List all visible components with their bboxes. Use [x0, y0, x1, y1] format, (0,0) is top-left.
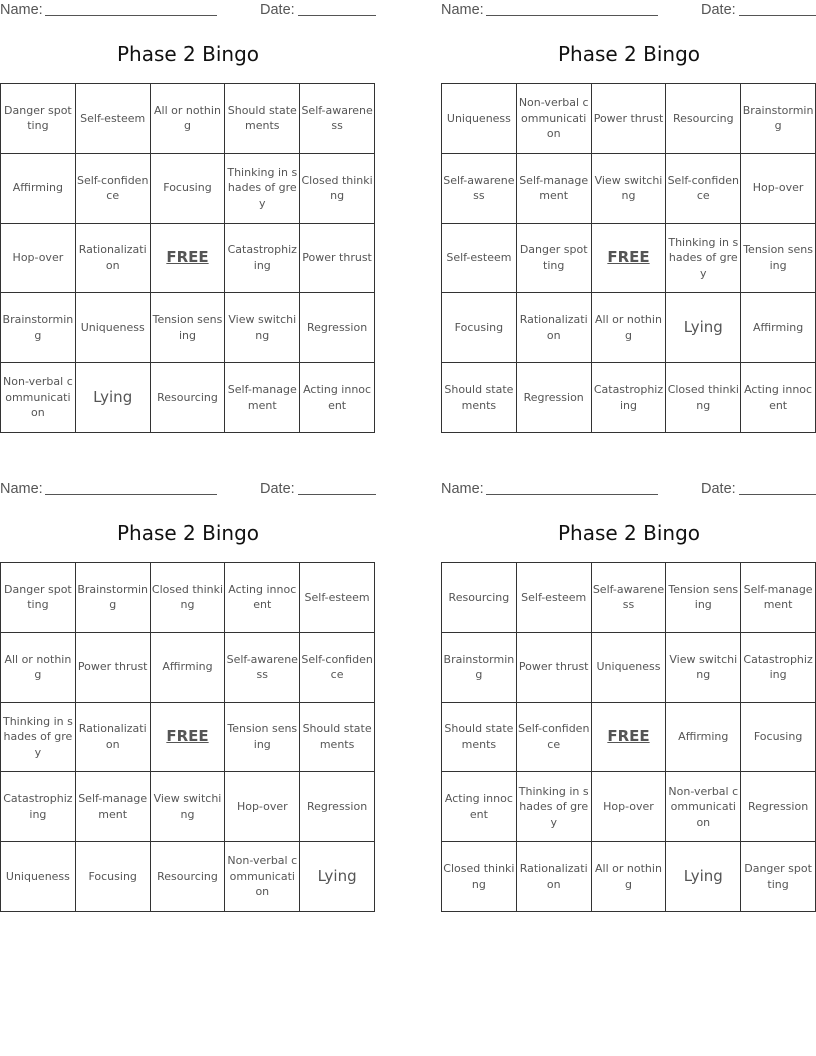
bingo-cell: Power thrust: [517, 633, 592, 703]
bingo-cell: View switching: [151, 772, 226, 842]
bingo-cell: Hop-over: [741, 154, 816, 224]
name-blank-line: [486, 15, 658, 16]
bingo-cell: Uniqueness: [1, 842, 76, 912]
bingo-cell: Thinking in shades of grey: [666, 224, 741, 294]
bingo-cell: Regression: [300, 772, 375, 842]
bingo-cell: Acting innocent: [442, 772, 517, 842]
free-space-cell: FREE: [151, 224, 226, 294]
bingo-card: [441, 0, 816, 440]
bingo-cell: Lying: [666, 293, 741, 363]
card-header: [441, 0, 816, 20]
bingo-cell: Closed thinking: [151, 563, 226, 633]
bingo-cell: Should statements: [442, 363, 517, 433]
bingo-cell: Self-confidence: [517, 703, 592, 773]
bingo-cell: Power thrust: [592, 84, 667, 154]
bingo-grid: [441, 83, 816, 433]
bingo-cell: View switching: [225, 293, 300, 363]
bingo-cell: Non-verbal communication: [225, 842, 300, 912]
bingo-cell: Self-esteem: [76, 84, 151, 154]
bingo-cell: Focusing: [741, 703, 816, 773]
bingo-cell: Self-management: [741, 563, 816, 633]
bingo-cell: Should statements: [225, 84, 300, 154]
bingo-cell: View switching: [592, 154, 667, 224]
bingo-card: [441, 479, 816, 919]
bingo-cell: Self-management: [76, 772, 151, 842]
card-header: [0, 479, 376, 499]
bingo-cell: Power thrust: [300, 224, 375, 294]
bingo-cell: Danger spotting: [1, 84, 76, 154]
bingo-cell: Uniqueness: [76, 293, 151, 363]
bingo-cell: Lying: [76, 363, 151, 433]
bingo-cell: Should statements: [442, 703, 517, 773]
date-blank-line: [739, 15, 816, 16]
bingo-cell: Affirming: [1, 154, 76, 224]
bingo-cell: Danger spotting: [517, 224, 592, 294]
bingo-cell: Self-awareness: [300, 84, 375, 154]
bingo-cell: Resourcing: [151, 363, 226, 433]
card-title: Phase 2 Bingo: [557, 521, 701, 545]
bingo-cell: All or nothing: [1, 633, 76, 703]
bingo-cell: Regression: [517, 363, 592, 433]
bingo-cell: Uniqueness: [592, 633, 667, 703]
bingo-grid: [0, 562, 375, 912]
bingo-cell: Acting innocent: [741, 363, 816, 433]
free-space-cell: FREE: [592, 224, 667, 294]
bingo-cell: Brainstorming: [1, 293, 76, 363]
bingo-cell: Thinking in shades of grey: [225, 154, 300, 224]
date-label: Date:: [260, 2, 295, 18]
name-blank-line: [486, 494, 658, 495]
bingo-cell: Catastrophizing: [225, 224, 300, 294]
bingo-card: [0, 0, 376, 440]
bingo-cell: Closed thinking: [300, 154, 375, 224]
bingo-cell: Non-verbal communication: [517, 84, 592, 154]
bingo-cell: Rationalization: [76, 224, 151, 294]
card-header: [441, 479, 816, 499]
bingo-cell: View switching: [666, 633, 741, 703]
bingo-cell: Self-confidence: [300, 633, 375, 703]
date-blank-line: [298, 15, 376, 16]
bingo-cell: Power thrust: [76, 633, 151, 703]
bingo-cell: Self-confidence: [666, 154, 741, 224]
bingo-cell: Thinking in shades of grey: [517, 772, 592, 842]
bingo-cell: Resourcing: [666, 84, 741, 154]
name-blank-line: [45, 15, 217, 16]
name-label: Name:: [441, 2, 484, 18]
bingo-cell: Focusing: [151, 154, 226, 224]
date-label: Date:: [701, 2, 736, 18]
bingo-cell: Lying: [300, 842, 375, 912]
name-label: Name:: [0, 481, 43, 497]
bingo-cell: Rationalization: [517, 293, 592, 363]
bingo-cell: Self-awareness: [442, 154, 517, 224]
bingo-cell: Hop-over: [225, 772, 300, 842]
bingo-cell: All or nothing: [592, 842, 667, 912]
card-title: Phase 2 Bingo: [116, 521, 260, 545]
bingo-cell: Closed thinking: [442, 842, 517, 912]
bingo-cell: Self-confidence: [76, 154, 151, 224]
bingo-cell: Danger spotting: [741, 842, 816, 912]
bingo-cell: Self-esteem: [517, 563, 592, 633]
bingo-cell: Acting innocent: [225, 563, 300, 633]
bingo-cell: Hop-over: [592, 772, 667, 842]
bingo-card: [0, 479, 376, 919]
card-title: Phase 2 Bingo: [557, 42, 701, 66]
bingo-cell: Catastrophizing: [1, 772, 76, 842]
bingo-cell: Self-awareness: [592, 563, 667, 633]
date-label: Date:: [701, 481, 736, 497]
bingo-cell: Focusing: [76, 842, 151, 912]
free-space-cell: FREE: [151, 703, 226, 773]
date-blank-line: [298, 494, 376, 495]
bingo-cell: Should statements: [300, 703, 375, 773]
bingo-cell: Self-management: [517, 154, 592, 224]
date-blank-line: [739, 494, 816, 495]
bingo-grid: [0, 83, 375, 433]
bingo-cell: Hop-over: [1, 224, 76, 294]
bingo-cell: All or nothing: [151, 84, 226, 154]
bingo-cell: Focusing: [442, 293, 517, 363]
bingo-cell: Brainstorming: [741, 84, 816, 154]
bingo-cell: Self-awareness: [225, 633, 300, 703]
bingo-cell: Catastrophizing: [592, 363, 667, 433]
bingo-cell: Thinking in shades of grey: [1, 703, 76, 773]
bingo-cell: All or nothing: [592, 293, 667, 363]
bingo-cell: Rationalization: [76, 703, 151, 773]
bingo-cell: Regression: [300, 293, 375, 363]
name-blank-line: [45, 494, 217, 495]
bingo-cell: Lying: [666, 842, 741, 912]
bingo-cell: Self-esteem: [300, 563, 375, 633]
bingo-cell: Tension sensing: [225, 703, 300, 773]
card-title: Phase 2 Bingo: [116, 42, 260, 66]
name-label: Name:: [0, 2, 43, 18]
bingo-cell: Closed thinking: [666, 363, 741, 433]
bingo-cell: Affirming: [741, 293, 816, 363]
bingo-cell: Danger spotting: [1, 563, 76, 633]
bingo-cell: Affirming: [151, 633, 226, 703]
bingo-cell: Uniqueness: [442, 84, 517, 154]
bingo-grid: [441, 562, 816, 912]
bingo-cell: Rationalization: [517, 842, 592, 912]
bingo-cell: Resourcing: [151, 842, 226, 912]
bingo-cell: Resourcing: [442, 563, 517, 633]
bingo-cell: Self-management: [225, 363, 300, 433]
bingo-cell: Self-esteem: [442, 224, 517, 294]
bingo-cell: Regression: [741, 772, 816, 842]
bingo-cell: Tension sensing: [666, 563, 741, 633]
card-header: [0, 0, 376, 20]
bingo-cell: Acting innocent: [300, 363, 375, 433]
name-label: Name:: [441, 481, 484, 497]
bingo-cell: Non-verbal communication: [1, 363, 76, 433]
bingo-cell: Brainstorming: [76, 563, 151, 633]
bingo-cell: Catastrophizing: [741, 633, 816, 703]
bingo-cell: Brainstorming: [442, 633, 517, 703]
bingo-cell: Tension sensing: [151, 293, 226, 363]
free-space-cell: FREE: [592, 703, 667, 773]
bingo-cell: Affirming: [666, 703, 741, 773]
date-label: Date:: [260, 481, 295, 497]
bingo-cell: Non-verbal communication: [666, 772, 741, 842]
bingo-cell: Tension sensing: [741, 224, 816, 294]
